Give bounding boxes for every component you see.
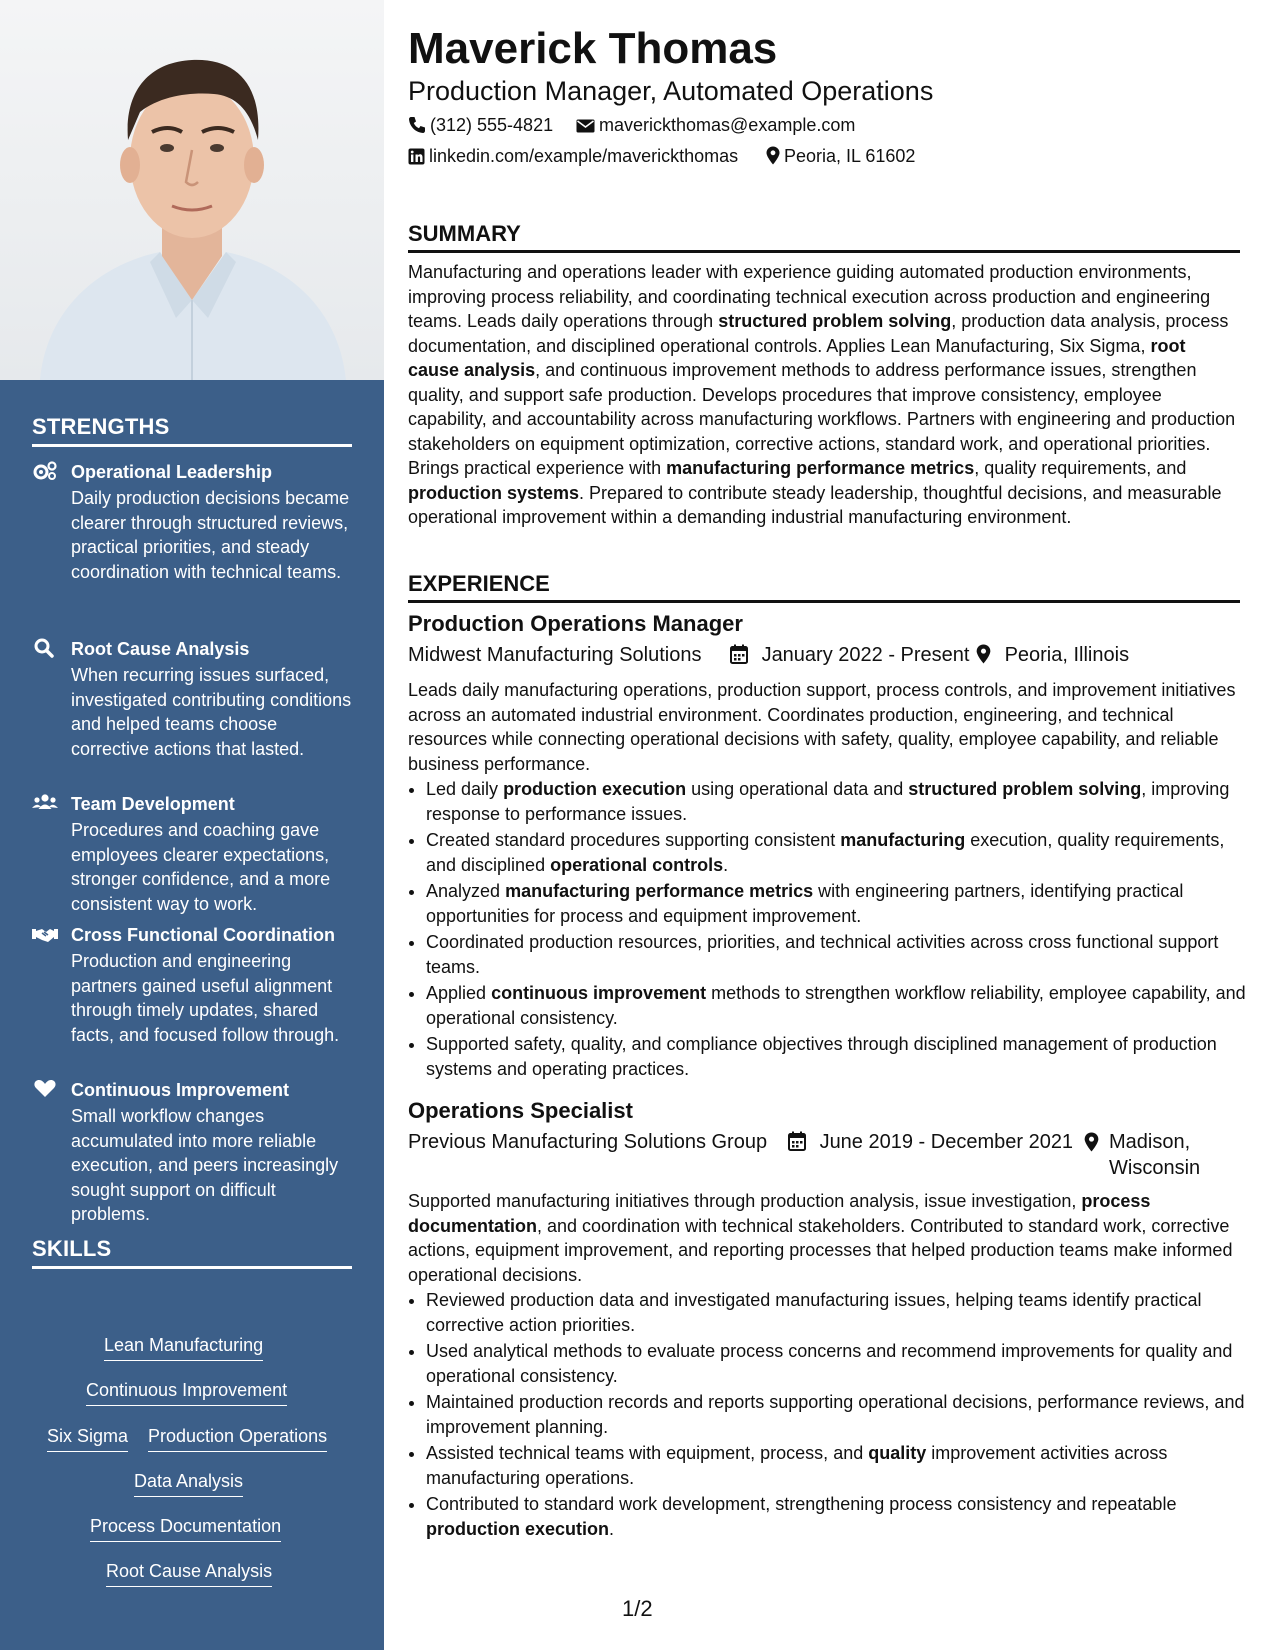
text-run: Used analytical methods to evaluate process concerns and recommend improvements for quality and operational consistency. bbox=[426, 1341, 1233, 1386]
text-run: Maintained production records and reports supporting operational decisions, performance reviews, and improvement planning. bbox=[426, 1392, 1245, 1437]
skill-tag: Continuous Improvement bbox=[86, 1378, 287, 1406]
phone-icon bbox=[408, 116, 426, 134]
text-run: Created standard procedures supporting consistent bbox=[426, 830, 841, 850]
map-pin-icon bbox=[766, 146, 780, 165]
strength-title: Operational Leadership bbox=[71, 462, 273, 482]
contact-location bbox=[766, 144, 915, 168]
bullet-item bbox=[426, 1339, 1258, 1388]
job-company: Midwest Manufacturing Solutions bbox=[408, 644, 702, 666]
job-dates-text: June 2019 - December 2021 bbox=[819, 1131, 1074, 1153]
job-location bbox=[976, 642, 1129, 668]
summary-text bbox=[408, 260, 1240, 530]
location-text: Peoria, IL 61602 bbox=[784, 146, 916, 166]
skill-tag: Production Operations bbox=[148, 1424, 327, 1452]
skills-heading: SKILLS bbox=[32, 1236, 352, 1269]
job-dates-text: January 2022 - Present bbox=[761, 644, 970, 666]
job-description bbox=[408, 1189, 1240, 1287]
linkedin-icon bbox=[408, 148, 425, 165]
strength-title: Root Cause Analysis bbox=[71, 639, 250, 659]
text-run: Manufacturing and operations leader with experience guiding automated production environments, improving process reliability, and coordinating technical execution across production and engineering teams. Leads daily operations through bbox=[408, 262, 1211, 331]
strength-description: Procedures and coaching gave employees clearer expectations, stronger confidence, and a more consistent way to work. bbox=[71, 820, 331, 914]
handshake-icon bbox=[32, 923, 58, 945]
text-run: methods to strengthen workflow reliability, employee capability, and operational consistency. bbox=[426, 983, 1246, 1028]
bullet-item bbox=[426, 1441, 1258, 1490]
sidebar bbox=[0, 0, 384, 1650]
text-run: Reviewed production data and investigated manufacturing issues, helping teams identify practical corrective action priorities. bbox=[426, 1290, 1202, 1335]
page-number: 1/2 bbox=[622, 1596, 653, 1621]
strength-description: Production and engineering partners gained useful alignment through timely updates, shared facts, and focused follow through. bbox=[71, 951, 340, 1045]
calendar-icon bbox=[788, 1131, 806, 1151]
bullet-item bbox=[426, 1032, 1258, 1081]
strength-title: Team Development bbox=[71, 794, 235, 814]
heart-icon bbox=[32, 1078, 58, 1100]
search-icon bbox=[32, 637, 58, 659]
bullet-item bbox=[426, 930, 1258, 979]
bullet-item bbox=[426, 1492, 1258, 1541]
text-run: , and continuous improvement methods to address performance issues, strengthen quality, and support safe production. Develops procedures that improve consistency, employee capability, and accountability across manufacturing workflows. Partners with engineering and production stakeholders on equipment optimization, corrective actions, standard work, and operational priorities. Brings practical experience with bbox=[408, 360, 1236, 478]
job-dates bbox=[788, 1129, 1073, 1155]
job-location-text: Madison, Wisconsin bbox=[1109, 1131, 1201, 1179]
job-bullets bbox=[408, 777, 1258, 1083]
bold-text: manufacturing performance metrics bbox=[505, 881, 814, 901]
linkedin-text: linkedin.com/example/maverickthomas bbox=[429, 146, 739, 166]
text-run: , improving response to performance issues. bbox=[426, 779, 1230, 824]
summary-heading: SUMMARY bbox=[408, 221, 1240, 253]
skill-tag: Root Cause Analysis bbox=[106, 1559, 272, 1587]
text-run: using operational data and bbox=[686, 779, 909, 799]
map-pin-icon bbox=[976, 644, 991, 664]
text-run: Coordinated production resources, priorities, and technical activities across cross functional support teams. bbox=[426, 932, 1219, 977]
bold-text: structured problem solving bbox=[908, 779, 1142, 799]
bold-text: root cause analysis bbox=[408, 335, 1186, 380]
bold-text: production systems bbox=[408, 482, 580, 503]
text-run: Assisted technical teams with equipment, process, and bbox=[426, 1443, 869, 1463]
contact-phone bbox=[408, 113, 553, 137]
job-bullets bbox=[408, 1288, 1258, 1543]
strength-description: Daily production decisions became clearer through structured reviews, practical priorities, and steady coordination with technical teams. bbox=[71, 488, 350, 582]
candidate-name: Maverick Thomas bbox=[408, 24, 778, 73]
email-text: maverickthomas@example.com bbox=[599, 115, 856, 135]
bold-text: operational controls bbox=[550, 854, 724, 875]
text-run: Supported safety, quality, and compliance objectives through disciplined management of production systems and operating practices. bbox=[426, 1034, 1217, 1079]
bold-text: production execution bbox=[503, 779, 687, 799]
bullet-item bbox=[426, 828, 1258, 877]
bullet-item bbox=[426, 1390, 1258, 1439]
strength-title: Continuous Improvement bbox=[71, 1080, 290, 1100]
experience-heading: EXPERIENCE bbox=[408, 571, 1240, 603]
strength-description: When recurring issues surfaced, investigated contributing conditions and helped teams choose corrective actions that lasted. bbox=[71, 665, 352, 759]
job-title: Operations Specialist bbox=[408, 1098, 633, 1123]
bold-text: continuous improvement bbox=[491, 983, 707, 1003]
text-run: , production data analysis, process documentation, and disciplined operational controls. Applies Lean Manufacturing, Six Sigma, bbox=[408, 311, 1229, 356]
text-run: Supported manufacturing initiatives through production analysis, issue investigation, bbox=[408, 1191, 1082, 1211]
skill-tag: Lean Manufacturing bbox=[104, 1333, 263, 1361]
sidebar-panel bbox=[0, 380, 384, 1650]
text-run: . bbox=[609, 1518, 615, 1539]
gears-icon bbox=[32, 460, 58, 482]
job-location-text: Peoria, Illinois bbox=[1004, 644, 1130, 666]
skill-tag: Data Analysis bbox=[134, 1469, 243, 1497]
text-run: with engineering partners, identifying practical opportunities for process and equipment improvement. bbox=[426, 881, 1184, 926]
envelope-icon bbox=[576, 118, 595, 134]
candidate-title: Production Manager, Automated Operations bbox=[408, 76, 934, 106]
strengths-heading: STRENGTHS bbox=[32, 414, 352, 447]
job-location bbox=[1084, 1129, 1224, 1181]
text-run: , quality requirements, and bbox=[974, 458, 1187, 478]
job-title: Production Operations Manager bbox=[408, 611, 743, 636]
map-pin-icon bbox=[1084, 1132, 1099, 1152]
calendar-icon bbox=[730, 644, 748, 664]
text-run: Applied bbox=[426, 983, 492, 1003]
job-company: Previous Manufacturing Solutions Group bbox=[408, 1131, 768, 1153]
skill-tag: Six Sigma bbox=[47, 1424, 128, 1452]
bullet-item bbox=[426, 777, 1258, 826]
bold-text: production execution bbox=[426, 1518, 610, 1539]
strength-title: Cross Functional Coordination bbox=[71, 925, 335, 945]
text-run: . bbox=[723, 854, 729, 875]
text-run: Contributed to standard work development, strengthening process consistency and repeatable bbox=[426, 1494, 1177, 1514]
users-icon bbox=[32, 792, 58, 814]
skill-tag: Process Documentation bbox=[90, 1514, 281, 1542]
profile-photo bbox=[0, 0, 384, 380]
contact-email[interactable] bbox=[576, 113, 855, 137]
bullet-item bbox=[426, 981, 1258, 1030]
contact-linkedin[interactable] bbox=[408, 144, 738, 168]
strength-description: Small workflow changes accumulated into more reliable execution, and peers increasingly sought support on difficult problems. bbox=[71, 1106, 339, 1224]
bold-text: manufacturing performance metrics bbox=[666, 458, 975, 478]
bullet-item bbox=[426, 1288, 1258, 1337]
text-run: execution, quality requirements, and disciplined bbox=[426, 830, 1225, 875]
text-run: Analyzed bbox=[426, 881, 506, 901]
bold-text: structured problem solving bbox=[718, 311, 952, 331]
phone-text: (312) 555-4821 bbox=[430, 115, 554, 135]
text-run: improvement activities across manufacturing operations. bbox=[426, 1443, 1168, 1488]
bullet-item bbox=[426, 879, 1258, 928]
text-run: Led daily bbox=[426, 779, 504, 799]
job-dates bbox=[730, 642, 969, 668]
text-run: , and coordination with technical stakeholders. Contributed to standard work, corrective actions, equipment improvement, and reporting processes that helped production teams make informed operational decisions. bbox=[408, 1215, 1233, 1285]
bold-text: manufacturing bbox=[840, 830, 966, 850]
text-run: . Prepared to contribute steady leadership, thoughtful decisions, and measurable operational improvement within a demanding industrial manufacturing environment. bbox=[408, 482, 1222, 527]
bold-text: process documentation bbox=[408, 1191, 1151, 1236]
job-description: Leads daily manufacturing operations, production support, process controls, and improvement initiatives across an automated industrial environment. Coordinates production, engineering, and technical resources while connecting operational decisions with safety, quality, employee capability, and reliable business performance. bbox=[408, 680, 1236, 774]
bold-text: quality bbox=[868, 1443, 927, 1463]
